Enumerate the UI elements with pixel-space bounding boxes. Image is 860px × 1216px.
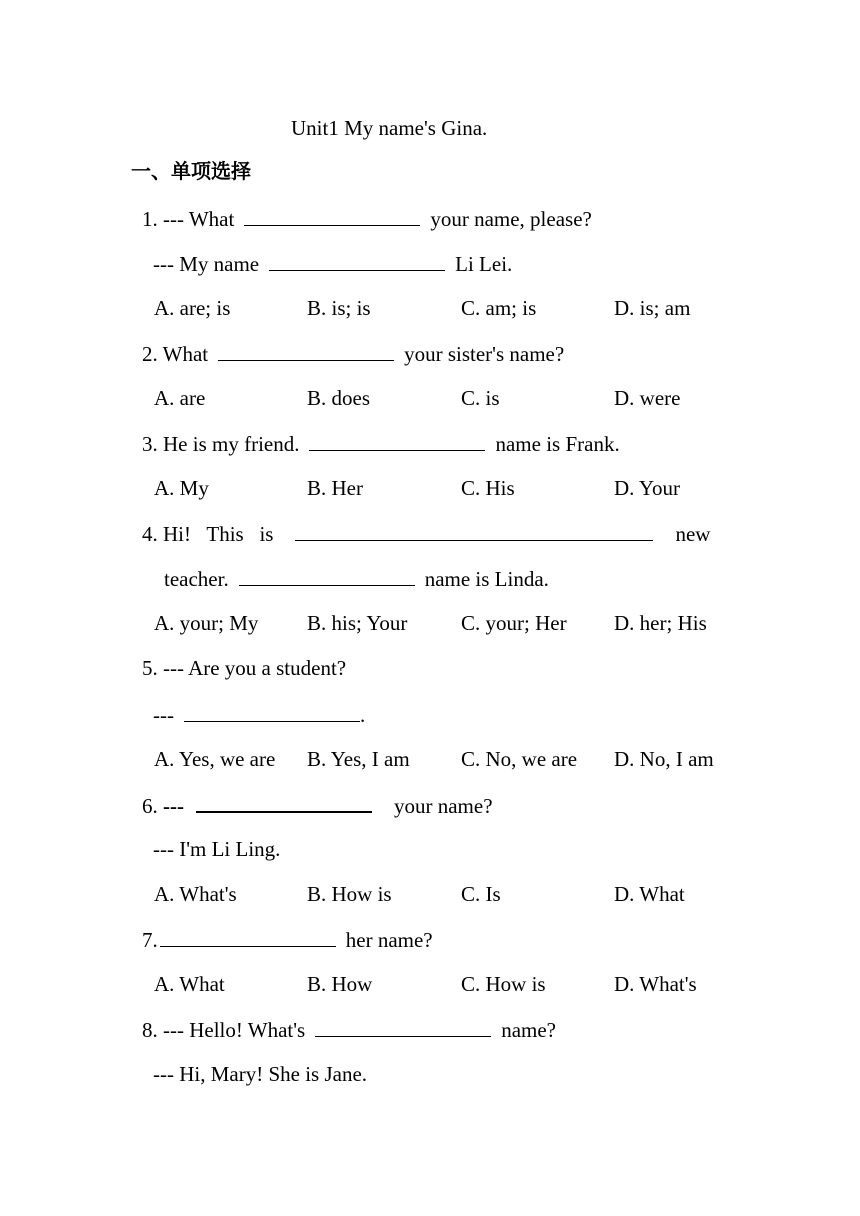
option-c: C. How is: [461, 972, 546, 996]
option-a: A. are; is: [154, 296, 231, 320]
answer-blank: [244, 205, 420, 226]
option-d: D. her; His: [614, 611, 707, 635]
option-b: B. his; Your: [307, 611, 408, 635]
question-7-line-1: 7. her name?: [142, 928, 433, 952]
option-c: C. am; is: [461, 296, 537, 320]
answer-blank: [218, 340, 394, 361]
option-d: D. What's: [614, 972, 697, 996]
option-a: A. Yes, we are: [154, 747, 276, 771]
answer-blank: [315, 1016, 491, 1037]
answer-blank: [295, 520, 653, 541]
option-d: D. is; am: [614, 296, 691, 320]
option-a: A. My: [154, 476, 209, 500]
option-a: A. What's: [154, 882, 237, 906]
option-a: A. are: [154, 386, 206, 410]
option-d: D. Your: [614, 476, 680, 500]
option-c: C. your; Her: [461, 611, 567, 635]
page-title: Unit1 My name's Gina.: [291, 116, 488, 140]
question-4-line-2: teacher. name is Linda.: [164, 567, 549, 591]
option-c: C. His: [461, 476, 515, 500]
question-5-line-1: 5. --- Are you a student?: [142, 656, 347, 680]
answer-blank: [160, 926, 336, 947]
question-8-line-1: 8. --- Hello! What's name?: [142, 1018, 556, 1042]
question-5-line-2: --- .: [153, 703, 366, 727]
option-b: B. does: [307, 386, 370, 410]
answer-blank: [239, 565, 415, 586]
option-b: B. How is: [307, 882, 392, 906]
option-b: B. Yes, I am: [307, 747, 410, 771]
option-d: D. were: [614, 386, 681, 410]
option-d: D. What: [614, 882, 685, 906]
option-a: A. What: [154, 972, 225, 996]
section-heading: 一、单项选择: [131, 159, 251, 183]
option-c: C. No, we are: [461, 747, 578, 771]
option-b: B. is; is: [307, 296, 371, 320]
answer-blank: [184, 701, 360, 722]
question-1-line-2: --- My name Li Lei.: [153, 252, 513, 276]
question-3-line-1: 3. He is my friend. name is Frank.: [142, 432, 620, 456]
option-b: B. How: [307, 972, 373, 996]
option-a: A. your; My: [154, 611, 259, 635]
question-2-line-1: 2. What your sister's name?: [142, 342, 565, 366]
answer-blank: [269, 250, 445, 271]
question-6-line-2: --- I'm Li Ling.: [153, 837, 281, 861]
option-c: C. Is: [461, 882, 501, 906]
question-8-line-2: --- Hi, Mary! She is Jane.: [153, 1062, 368, 1086]
question-6-line-1: 6. --- your name?: [142, 791, 493, 819]
answer-blank: [196, 791, 372, 813]
option-c: C. is: [461, 386, 500, 410]
option-d: D. No, I am: [614, 747, 714, 771]
question-1-line-1: 1. --- What your name, please?: [142, 207, 592, 231]
answer-blank: [309, 430, 485, 451]
question-4-line-1: 4. Hi! This is new: [142, 522, 711, 546]
option-b: B. Her: [307, 476, 363, 500]
